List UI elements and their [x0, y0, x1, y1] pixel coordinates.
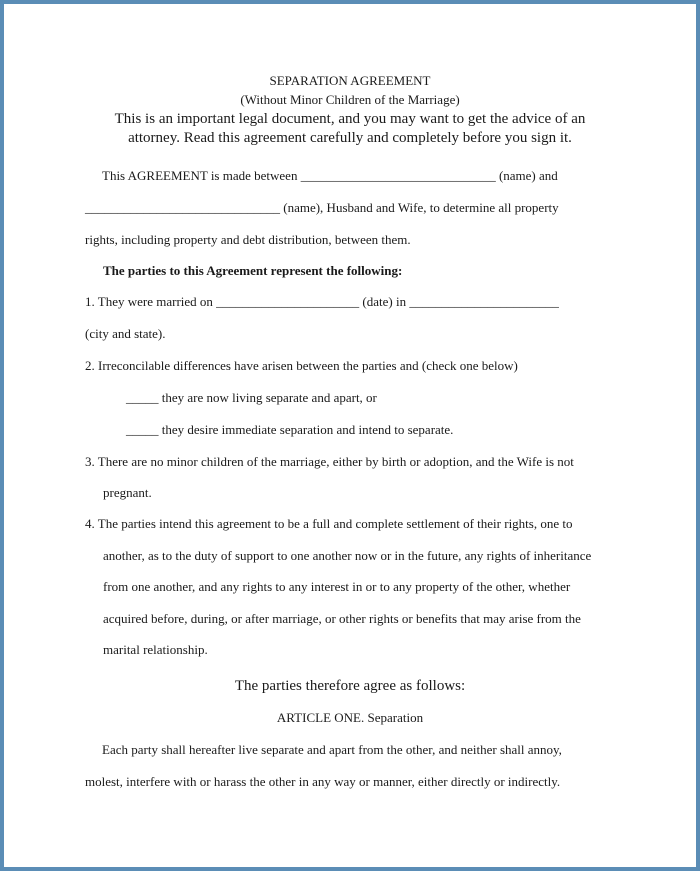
- intro-line-3: rights, including property and debt distribution, between them.: [85, 232, 411, 247]
- item-2-line-1: 2. Irreconcilable differences have arisen between the parties and (check one below): [85, 358, 518, 373]
- item-1-line-1: 1. They were married on ______________________ (date) in _______________________: [85, 294, 559, 309]
- warning-line-1: This is an important legal document, and you may want to get the advice of an: [114, 111, 586, 127]
- item-3-line-1: 3. There are no minor children of the marriage, either by birth or adoption, and the Wife is not: [85, 454, 574, 469]
- item-4-line-2: another, as to the duty of support to one another now or in the future, any rights of inheritance: [103, 548, 592, 563]
- item-4-line-3: from one another, and any rights to any interest in or to any property of the other, whether: [103, 579, 571, 594]
- item-3-line-2: pregnant.: [103, 485, 152, 500]
- item-2-option-1: _____ they are now living separate and apart, or: [126, 390, 377, 405]
- item-4-line-5: marital relationship.: [103, 642, 208, 657]
- document-page: [4, 4, 696, 867]
- article-line-1: Each party shall hereafter live separate and apart from the other, and neither shall annoy,: [102, 742, 562, 757]
- document-frame: [4, 4, 696, 867]
- parties-heading: The parties to this Agreement represent the following:: [103, 263, 403, 278]
- document-title: SEPARATION AGREEMENT: [269, 73, 431, 88]
- item-2-option-2: _____ they desire immediate separation and intend to separate.: [126, 422, 454, 437]
- intro-line-1: This AGREEMENT is made between ______________________________ (name) and: [102, 168, 558, 183]
- article-line-2: molest, interfere with or harass the other in any way or manner, either directly or indirectly.: [85, 774, 561, 789]
- article-heading: ARTICLE ONE. Separation: [276, 710, 424, 725]
- document-subtitle: (Without Minor Children of the Marriage): [240, 92, 460, 107]
- item-4-line-1: 4. The parties intend this agreement to be a full and complete settlement of their rights, one to: [85, 516, 573, 531]
- intro-line-2: ______________________________ (name), Husband and Wife, to determine all property: [85, 200, 559, 215]
- item-4-line-4: acquired before, during, or after marriage, or other rights or benefits that may arise from the: [103, 611, 581, 626]
- warning-line-2: attorney. Read this agreement carefully and completely before you sign it.: [128, 130, 572, 146]
- agree-heading: The parties therefore agree as follows:: [234, 678, 466, 694]
- item-1-line-2: (city and state).: [85, 326, 166, 341]
